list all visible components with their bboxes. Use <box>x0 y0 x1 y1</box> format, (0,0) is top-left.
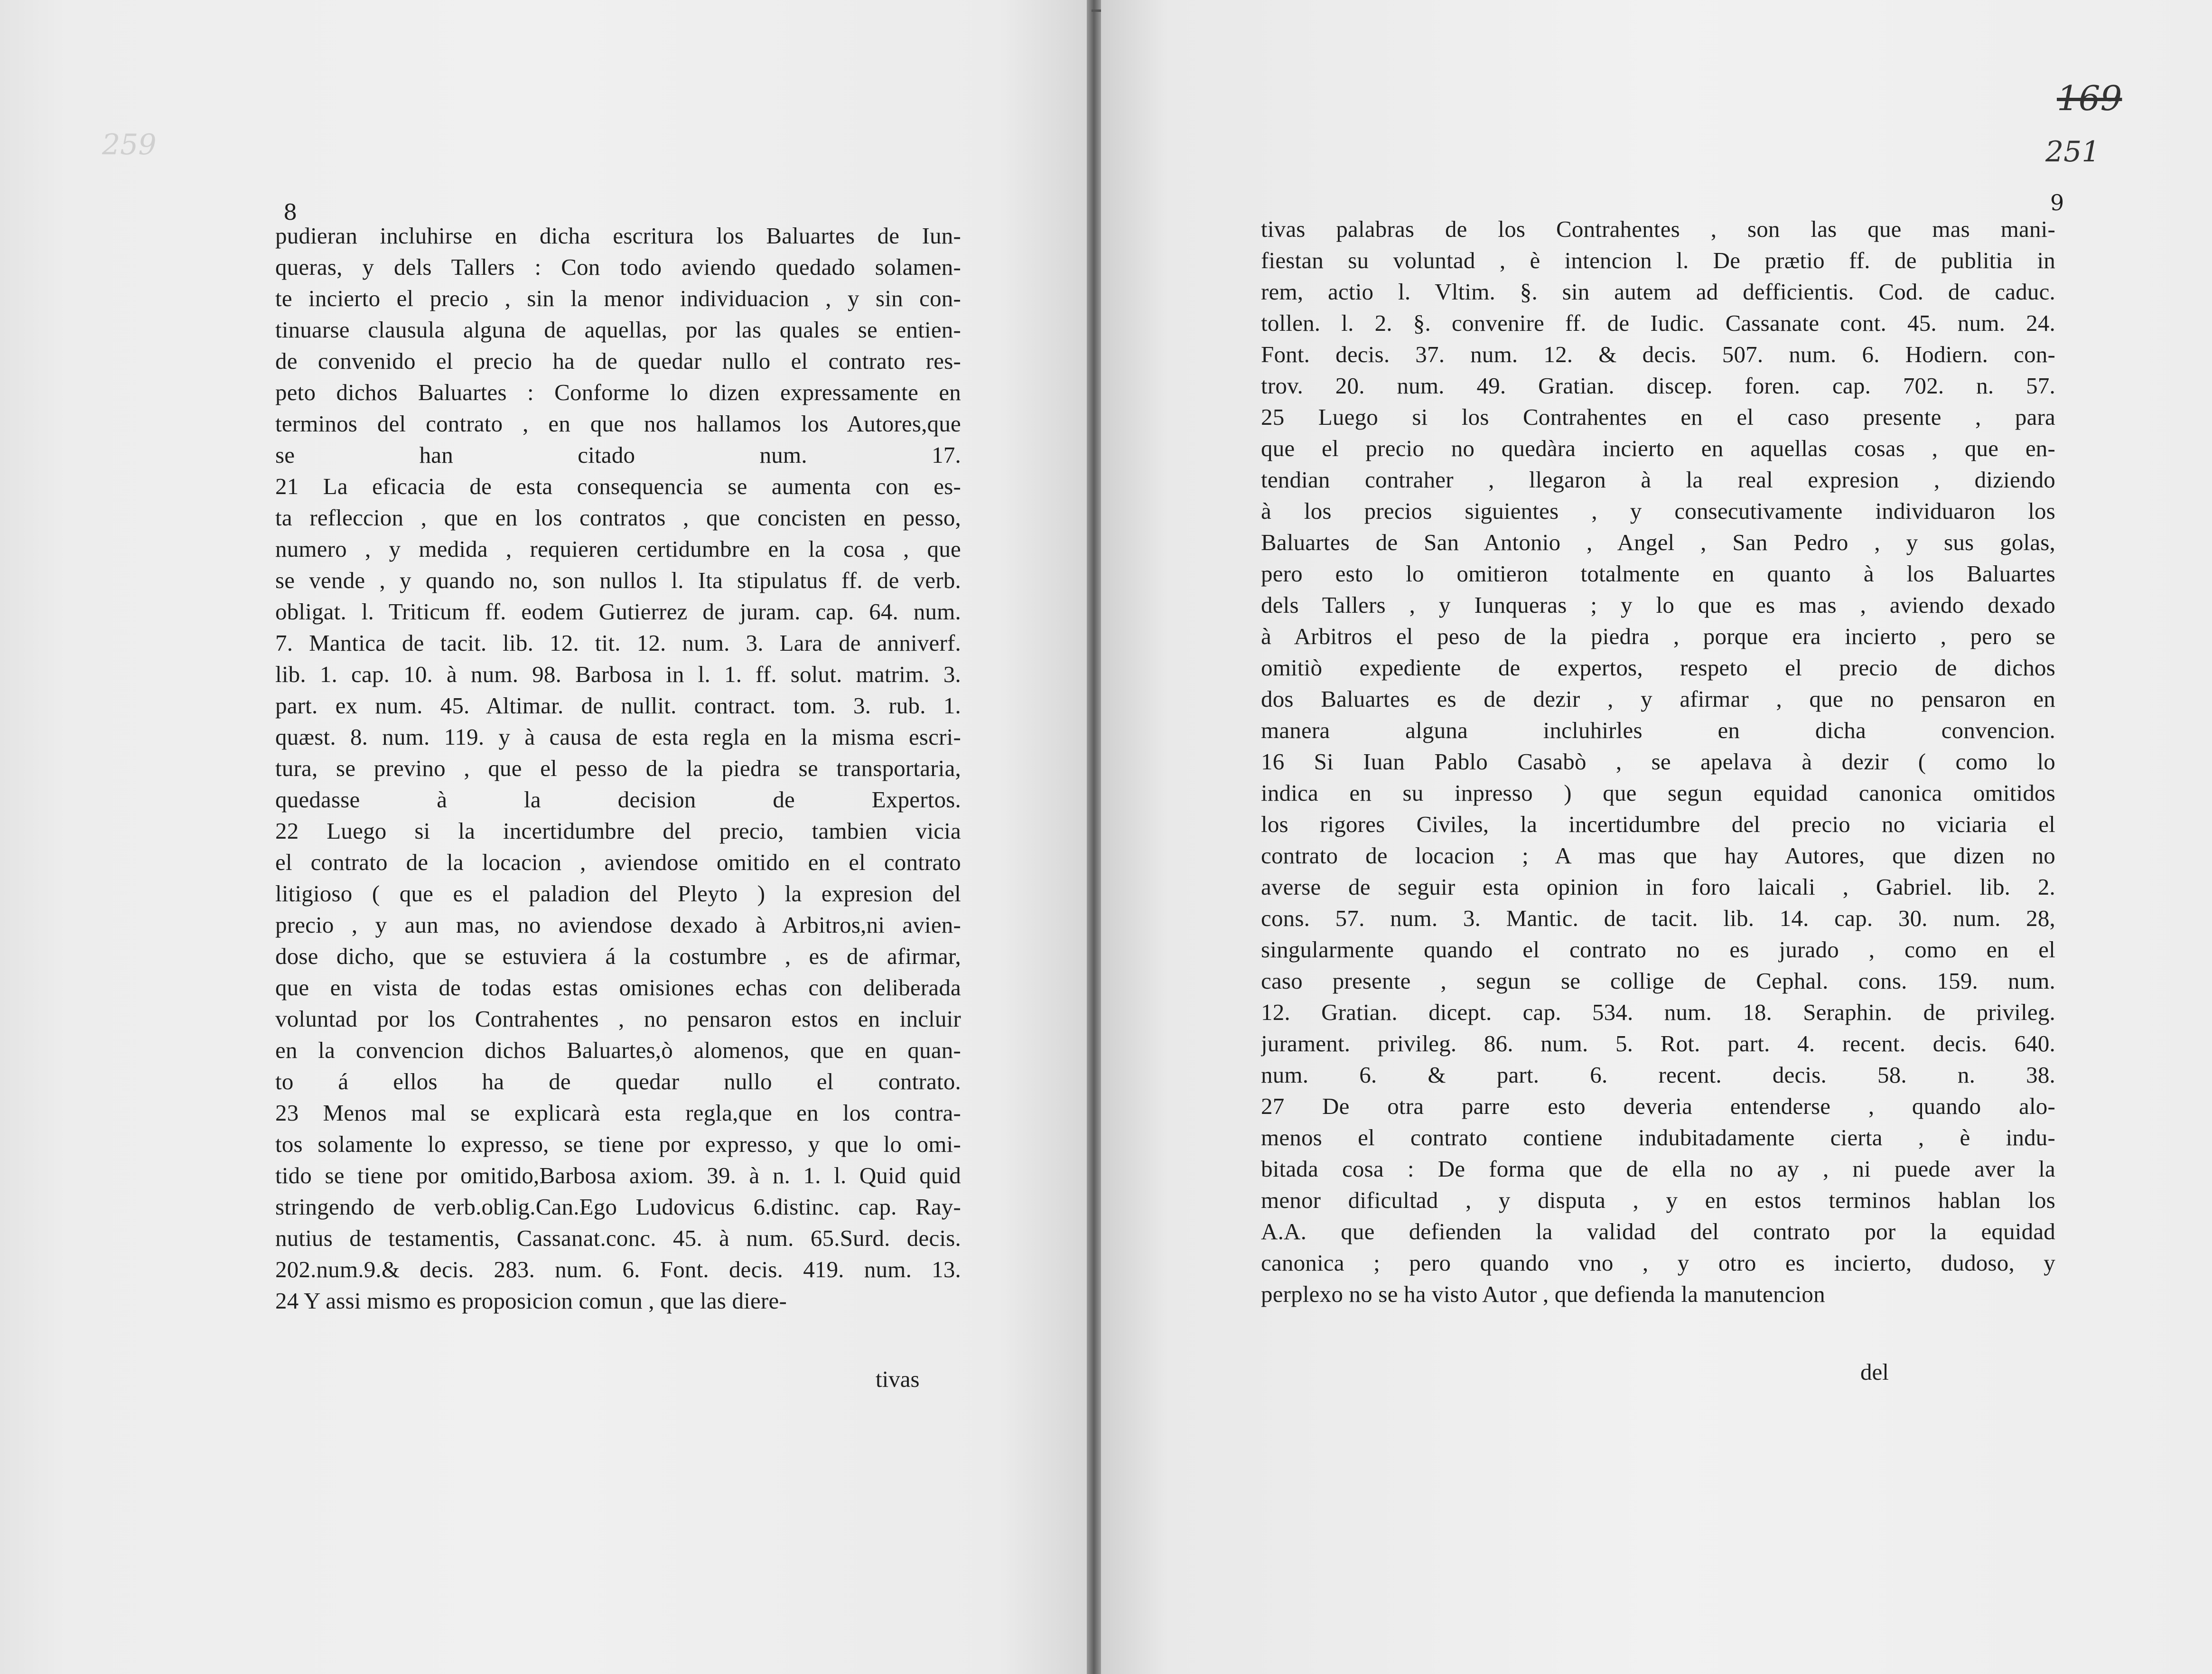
handwritten-folio-number-current: 251 <box>2045 135 2100 168</box>
text-line: 7. Mantica de tacit. lib. 12. tit. 12. num. 3. Lara de anniverf. <box>275 630 961 656</box>
text-line: trov. 20. num. 49. Gratian. discep. foren. cap. 702. n. 57. <box>1261 373 2055 399</box>
left-text-block <box>275 220 961 1317</box>
text-line: A.A. que defienden la validad del contrato por la equidad <box>1261 1218 2055 1244</box>
text-line: tollen. l. 2. §. convenire ff. de Iudic. Cassanate cont. 45. num. 24. <box>1261 310 2055 336</box>
text-line: terminos del contrato , en que nos hallamos los Autores,que <box>275 411 961 437</box>
handwritten-folio-number: 169 <box>2057 78 2122 118</box>
text-line: dos Baluartes es de dezir , y afirmar , que no pensaron en <box>1261 686 2055 712</box>
text-line: que el precio no quedàra incierto en aquellas cosas , que en- <box>1261 435 2055 461</box>
text-line: fiestan su voluntad , è intencion l. De prætio ff. de publitia in <box>1261 247 2055 273</box>
text-line: litigioso ( que es el paladion del Pleyto ) la expresion del <box>275 880 961 907</box>
text-line: menos el contrato contiene indubitadamente cierta , è indu- <box>1261 1124 2055 1150</box>
text-line: tos solamente lo expresso, se tiene por expresso, y que lo omi- <box>275 1131 961 1157</box>
text-line: manera alguna incluhirles en dicha convencion. <box>1261 717 2055 743</box>
text-line: à Arbitros el peso de la piedra , porque era incierto , pero se <box>1261 623 2055 649</box>
text-line: caso presente , segun se collige de Cephal. cons. 159. num. <box>1261 968 2055 994</box>
text-line: Font. decis. 37. num. 12. & decis. 507. num. 6. Hodiern. con- <box>1261 341 2055 367</box>
text-line: 23 Menos mal se explicarà esta regla,que en los contra- <box>275 1100 961 1126</box>
text-line: bitada cosa : De forma que de ella no ay , ni puede aver la <box>1261 1156 2055 1182</box>
text-line: peto dichos Baluartes : Conforme lo dizen expressamente en <box>275 379 961 405</box>
text-line: numero , y medida , requieren certidumbre en la cosa , que <box>275 536 961 562</box>
text-line: de convenido el precio ha de quedar nullo el contrato res- <box>275 348 961 374</box>
text-line: indica en su inpresso ) que segun equidad canonica omitidos <box>1261 780 2055 806</box>
text-line: voluntad por los Contrahentes , no pensaron estos en incluir <box>275 1006 961 1032</box>
text-line: te incierto el precio , sin la menor individuacion , y sin con- <box>275 285 961 311</box>
text-line: queras, y dels Tallers : Con todo aviendo quedado solamen- <box>275 254 961 280</box>
text-line: el contrato de la locacion , aviendose omitido en el contrato <box>275 849 961 875</box>
text-line: 25 Luego si los Contrahentes en el caso presente , para <box>1261 404 2055 430</box>
text-line: 24 Y assi mismo es proposicion comun , que las diere- <box>275 1288 787 1314</box>
page-number: 8 <box>283 199 298 225</box>
text-line: los rigores Civiles, la incertidumbre del precio no viciaria el <box>1261 811 2055 837</box>
text-line: tendian contraher , llegaron à la real expresion , diziendo <box>1261 467 2055 493</box>
text-line: to á ellos ha de quedar nullo el contrato. <box>275 1068 961 1094</box>
text-line: 22 Luego si la incertidumbre del precio, tambien vicia <box>275 818 961 844</box>
text-line: quedasse à la decision de Expertos. <box>275 786 961 813</box>
text-line: 21 La eficacia de esta consequencia se aumenta con es- <box>275 473 961 499</box>
text-line: se vende , y quando no, son nullos l. Ita stipulatus ff. de verb. <box>275 567 961 593</box>
text-line: lib. 1. cap. 10. à num. 98. Barbosa in l. 1. ff. solut. matrim. 3. <box>275 661 961 687</box>
catchword: del <box>1860 1359 1889 1385</box>
text-line: 202.num.9.& decis. 283. num. 6. Font. decis. 419. num. 13. <box>275 1256 961 1282</box>
text-line: perplexo no se ha visto Autor , que defienda la manutencion <box>1261 1281 1825 1307</box>
text-line: ta refleccion , que en los contratos , que concisten en pesso, <box>275 505 961 531</box>
text-line: cons. 57. num. 3. Mantic. de tacit. lib. 14. cap. 30. num. 28, <box>1261 905 2055 931</box>
text-line: obligat. l. Triticum ff. eodem Gutierrez de juram. cap. 64. num. <box>275 599 961 625</box>
text-line: contrato de locacion ; A mas que hay Autores, que dizen no <box>1261 842 2055 869</box>
text-line: omitiò expediente de expertos, respeto el precio de dichos <box>1261 655 2055 681</box>
catchword: tivas <box>876 1366 920 1392</box>
text-line: pero esto lo omitieron totalmente en quanto à los Baluartes <box>1261 561 2055 587</box>
text-line: jurament. privileg. 86. num. 5. Rot. part. 4. recent. decis. 640. <box>1261 1030 2055 1057</box>
text-line: menor dificultad , y disputa , y en estos terminos hablan los <box>1261 1187 2055 1213</box>
text-line: tido se tiene por omitido,Barbosa axiom. 39. à n. 1. l. Quid quid <box>275 1162 961 1188</box>
right-page <box>1101 0 2212 1674</box>
book-gutter <box>1087 0 1101 1674</box>
text-line: singularmente quando el contrato no es jurado , como en el <box>1261 936 2055 963</box>
text-line: num. 6. & part. 6. recent. decis. 58. n. 38. <box>1261 1062 2055 1088</box>
text-line: nutius de testamentis, Cassanat.conc. 45. à num. 65.Surd. decis. <box>275 1225 961 1251</box>
text-line: Baluartes de San Antonio , Angel , San Pedro , y sus golas, <box>1261 529 2055 555</box>
text-line: averse de seguir esta opinion in foro laicali , Gabriel. lib. 2. <box>1261 874 2055 900</box>
right-text-block <box>1261 214 2055 1310</box>
text-line: tura, se previno , que el pesso de la piedra se transportaria, <box>275 755 961 781</box>
text-line: que en vista de todas estas omisiones echas con deliberada <box>275 974 961 1001</box>
text-line: se han citado num. 17. <box>275 442 961 468</box>
ghost-folio-number: 259 <box>102 128 157 161</box>
text-line: 27 De otra parre esto deveria entenderse , quando alo- <box>1261 1093 2055 1119</box>
text-line: stringendo de verb.oblig.Can.Ego Ludovicus 6.distinc. cap. Ray- <box>275 1194 961 1220</box>
text-line: 16 Si Iuan Pablo Casabò , se apelava à dezir ( como lo <box>1261 748 2055 775</box>
page-number: 9 <box>2050 190 2064 215</box>
text-line: part. ex num. 45. Altimar. de nullit. contract. tom. 3. rub. 1. <box>275 692 961 719</box>
left-page <box>0 0 1087 1674</box>
text-line: tinuarse clausula alguna de aquellas, por las quales se entien- <box>275 317 961 343</box>
text-line: dels Tallers , y Iunqueras ; y lo que es mas , aviendo dexado <box>1261 592 2055 618</box>
text-line: 12. Gratian. dicept. cap. 534. num. 18. Seraphin. de privileg. <box>1261 999 2055 1025</box>
text-line: en la convencion dichos Baluartes,ò alomenos, que en quan- <box>275 1037 961 1063</box>
text-line: rem, actio l. Vltim. §. sin autem ad defficientis. Cod. de caduc. <box>1261 279 2055 305</box>
text-line: à los precios siguientes , y consecutivamente individuaron los <box>1261 498 2055 524</box>
text-line: quæst. 8. num. 119. y à causa de esta regla en la misma escri- <box>275 724 961 750</box>
text-line: pudieran incluhirse en dicha escritura los Baluartes de Iun- <box>275 223 961 249</box>
text-line: dose dicho, que se estuviera á la costumbre , es de afirmar, <box>275 943 961 969</box>
text-line: canonica ; pero quando vno , y otro es incierto, dudoso, y <box>1261 1250 2055 1276</box>
text-line: tivas palabras de los Contrahentes , son las que mas mani- <box>1261 216 2055 242</box>
text-line: precio , y aun mas, no aviendose dexado à Arbitros,ni avien- <box>275 912 961 938</box>
